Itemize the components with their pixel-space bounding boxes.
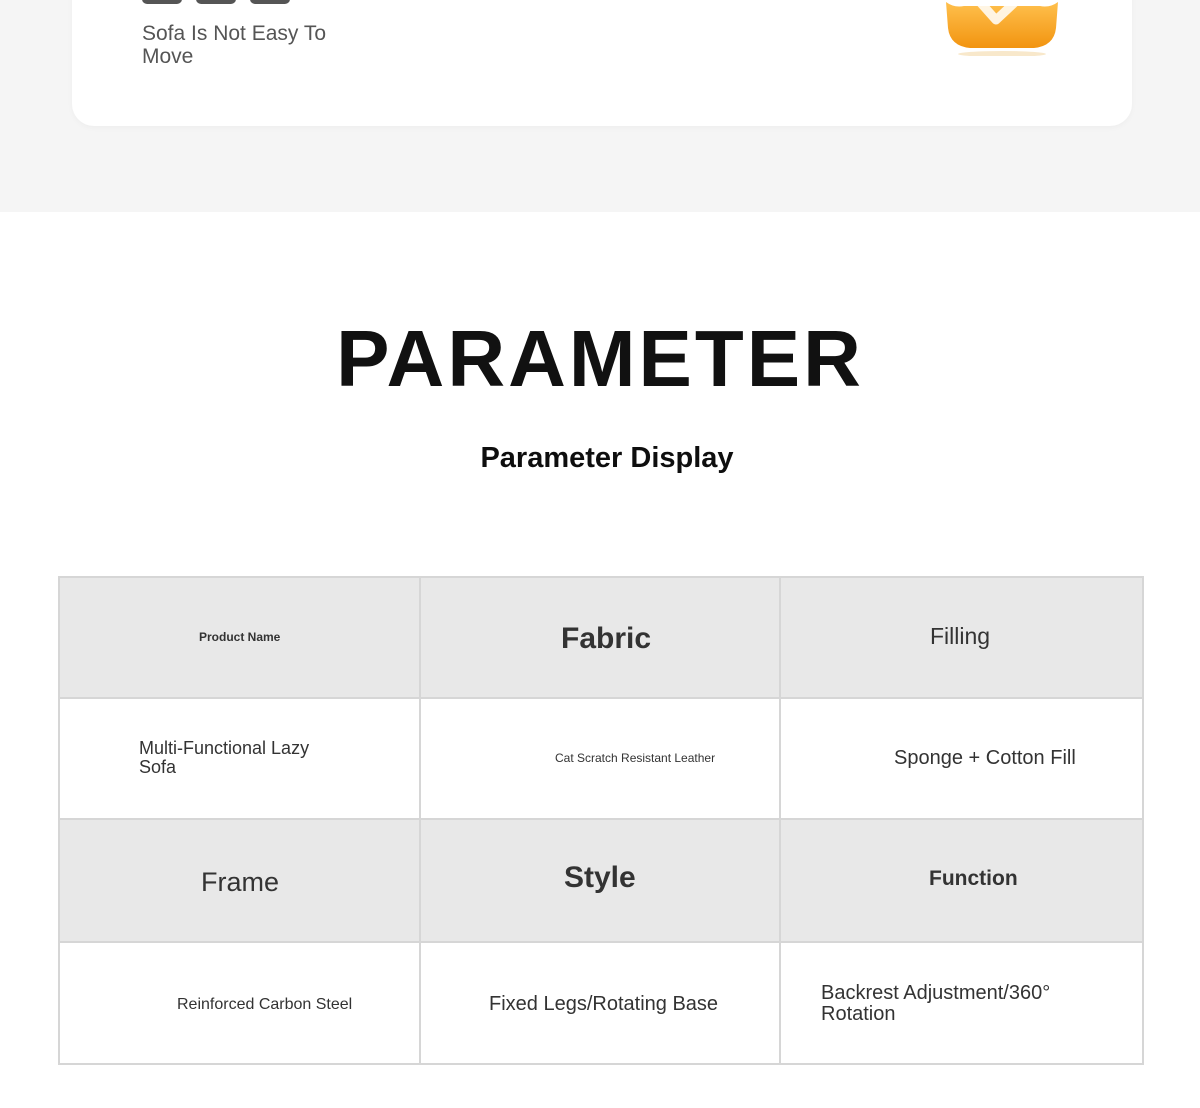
value-function: Backrest Adjustment/360° Rotation <box>821 982 1051 1025</box>
table-row <box>59 819 1143 942</box>
header-product-name: Product Name <box>199 630 281 644</box>
table-cell <box>59 942 420 1064</box>
value-style: Fixed Legs/Rotating Base <box>489 993 719 1015</box>
table-cell <box>420 942 780 1064</box>
value-fabric: Cat Scratch Resistant Leather <box>555 751 716 765</box>
page-title: PARAMETER <box>336 314 864 403</box>
feature-band <box>0 0 1200 212</box>
table-row <box>59 577 1143 698</box>
value-frame: Reinforced Carbon Steel <box>177 996 353 1013</box>
table-cell <box>59 698 420 819</box>
table-header-cell <box>780 577 1143 698</box>
header-fabric: Fabric <box>561 622 652 655</box>
table-header-cell <box>420 577 780 698</box>
table-header-cell <box>59 819 420 942</box>
table-header-cell <box>59 577 420 698</box>
value-filling: Sponge + Cotton Fill <box>894 747 1076 769</box>
feature-card <box>72 0 1132 126</box>
table-row <box>59 942 1143 1064</box>
feature-caption: Sofa Is Not Easy To Move <box>142 22 327 68</box>
table-header-cell <box>420 819 780 942</box>
value-product-name: Multi-Functional Lazy Sofa <box>139 738 310 777</box>
table-header-cell <box>780 819 1143 942</box>
parameter-table <box>58 576 1144 1065</box>
header-frame: Frame <box>201 867 280 897</box>
orange-check-badge-icon <box>940 0 1062 56</box>
header-style: Style <box>564 861 636 894</box>
header-filling: Filling <box>930 623 991 649</box>
feature-heading-clipped <box>142 0 352 4</box>
table-row <box>59 698 1143 819</box>
table-cell <box>420 698 780 819</box>
header-function: Function <box>929 867 1018 890</box>
table-cell <box>780 698 1143 819</box>
section-subtitle: Parameter Display <box>480 442 734 474</box>
table-cell <box>780 942 1143 1064</box>
